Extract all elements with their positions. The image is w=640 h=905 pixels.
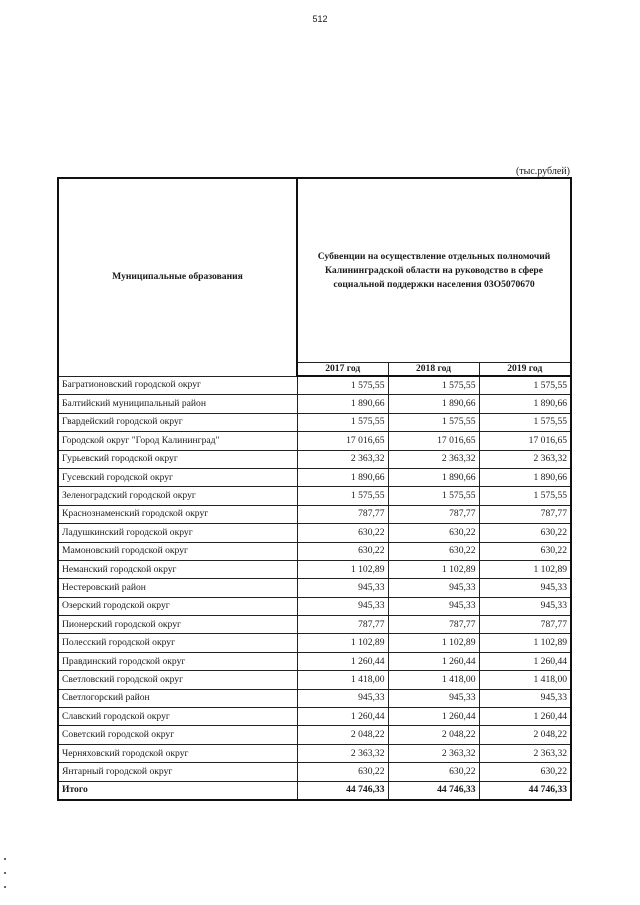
value-2018: 630,22 [388,542,479,560]
value-2017: 17 016,65 [297,432,388,450]
value-2017: 1 575,55 [297,487,388,505]
table-row [58,560,571,578]
municipality-name: Краснознаменский городской округ [58,505,297,523]
total-label: Итого [58,781,297,800]
value-2017: 1 260,44 [297,708,388,726]
table-header [58,178,571,376]
value-2019: 630,22 [479,524,571,542]
municipality-name: Светлогорский район [58,689,297,707]
value-2017: 1 575,55 [297,376,388,395]
total-2017: 44 746,33 [297,781,388,800]
value-2017: 1 890,66 [297,468,388,486]
table-row [58,468,571,486]
municipality-name: Балтийский муниципальный район [58,395,297,413]
value-2017: 630,22 [297,524,388,542]
value-2019: 1 575,55 [479,376,571,395]
municipality-name: Правдинский городской округ [58,652,297,670]
value-2017: 1 890,66 [297,395,388,413]
subvention-table [57,177,572,801]
municipality-name: Багратионовский городской округ [58,376,297,395]
value-2017: 1 260,44 [297,652,388,670]
value-2019: 1 102,89 [479,560,571,578]
value-2017: 2 363,32 [297,744,388,762]
municipality-name: Ладушкинский городской округ [58,524,297,542]
value-2018: 1 102,89 [388,634,479,652]
total-2019: 44 746,33 [479,781,571,800]
municipality-name: Неманский городской округ [58,560,297,578]
value-2018: 1 890,66 [388,395,479,413]
value-2017: 787,77 [297,616,388,634]
table-row [58,634,571,652]
value-2018: 1 260,44 [388,708,479,726]
table-row [58,524,571,542]
municipality-name: Пионерский городской округ [58,616,297,634]
value-2019: 630,22 [479,763,571,781]
municipality-name: Гурьевский городской округ [58,450,297,468]
table-row [58,744,571,762]
value-2019: 945,33 [479,579,571,597]
table-row [58,708,571,726]
municipality-name: Советский городской округ [58,726,297,744]
column-header-year-2018: 2018 год [388,363,479,377]
scan-artifact [4,872,6,874]
value-2017: 2 363,32 [297,450,388,468]
value-2018: 787,77 [388,505,479,523]
table-row [58,671,571,689]
table-row [58,432,571,450]
municipality-name: Светловский городской округ [58,671,297,689]
table-row [58,652,571,670]
value-2018: 945,33 [388,597,479,615]
value-2019: 1 890,66 [479,395,571,413]
value-2018: 17 016,65 [388,432,479,450]
table-row [58,376,571,395]
scan-artifact [4,858,6,860]
total-2018: 44 746,33 [388,781,479,800]
value-2018: 2 363,32 [388,450,479,468]
value-2018: 1 890,66 [388,468,479,486]
value-2018: 945,33 [388,689,479,707]
value-2019: 945,33 [479,689,571,707]
table-row [58,487,571,505]
total-row [58,781,571,800]
value-2017: 787,77 [297,505,388,523]
value-2017: 2 048,22 [297,726,388,744]
table-row [58,763,571,781]
value-2019: 17 016,65 [479,432,571,450]
value-2018: 1 102,89 [388,560,479,578]
value-2017: 630,22 [297,542,388,560]
municipality-name: Озерский городской округ [58,597,297,615]
value-2019: 787,77 [479,505,571,523]
value-2017: 945,33 [297,597,388,615]
table-row [58,450,571,468]
value-2019: 1 575,55 [479,413,571,431]
scan-artifact [4,886,6,888]
municipality-name: Славский городской округ [58,708,297,726]
value-2018: 1 575,55 [388,413,479,431]
table-row [58,413,571,431]
municipality-name: Зеленоградский городской округ [58,487,297,505]
value-2018: 1 260,44 [388,652,479,670]
value-2019: 787,77 [479,616,571,634]
column-header-year-2019: 2019 год [479,363,571,377]
value-2018: 2 048,22 [388,726,479,744]
municipality-name: Черняховский городской округ [58,744,297,762]
value-2018: 1 418,00 [388,671,479,689]
column-header-subvention: Субвенции на осуществление отдельных полномочий Калининградской области на руководство в сфере социальной поддержки населения 03О5070670 [297,178,571,363]
municipality-name: Янтарный городской округ [58,763,297,781]
value-2019: 945,33 [479,597,571,615]
value-2018: 1 575,55 [388,376,479,395]
value-2017: 1 575,55 [297,413,388,431]
unit-label: (тыс.рублей) [515,166,570,177]
page-number: 512 [312,14,328,24]
value-2017: 945,33 [297,689,388,707]
value-2019: 1 260,44 [479,708,571,726]
table-row [58,395,571,413]
table-body [58,376,571,800]
column-header-municipality: Муниципальные образования [58,178,297,376]
value-2019: 1 418,00 [479,671,571,689]
value-2017: 945,33 [297,579,388,597]
value-2019: 2 363,32 [479,744,571,762]
table-row [58,505,571,523]
table-row [58,579,571,597]
municipality-name: Гвардейский городской округ [58,413,297,431]
table-row [58,726,571,744]
municipality-name: Нестеровский район [58,579,297,597]
municipality-name: Мамоновский городской округ [58,542,297,560]
value-2019: 1 102,89 [479,634,571,652]
table-row [58,542,571,560]
value-2018: 787,77 [388,616,479,634]
municipality-name: Гусевский городской округ [58,468,297,486]
value-2017: 1 102,89 [297,560,388,578]
value-2018: 630,22 [388,524,479,542]
value-2018: 945,33 [388,579,479,597]
table-row [58,689,571,707]
value-2019: 1 575,55 [479,487,571,505]
value-2019: 630,22 [479,542,571,560]
value-2019: 1 890,66 [479,468,571,486]
municipality-name: Полесский городской округ [58,634,297,652]
value-2018: 630,22 [388,763,479,781]
value-2017: 630,22 [297,763,388,781]
value-2019: 1 260,44 [479,652,571,670]
value-2018: 2 363,32 [388,744,479,762]
table-row [58,616,571,634]
column-header-year-2017: 2017 год [297,363,388,377]
value-2019: 2 363,32 [479,450,571,468]
table-row [58,597,571,615]
value-2017: 1 102,89 [297,634,388,652]
value-2019: 2 048,22 [479,726,571,744]
value-2018: 1 575,55 [388,487,479,505]
municipality-name: Городской округ "Город Калининград" [58,432,297,450]
value-2017: 1 418,00 [297,671,388,689]
